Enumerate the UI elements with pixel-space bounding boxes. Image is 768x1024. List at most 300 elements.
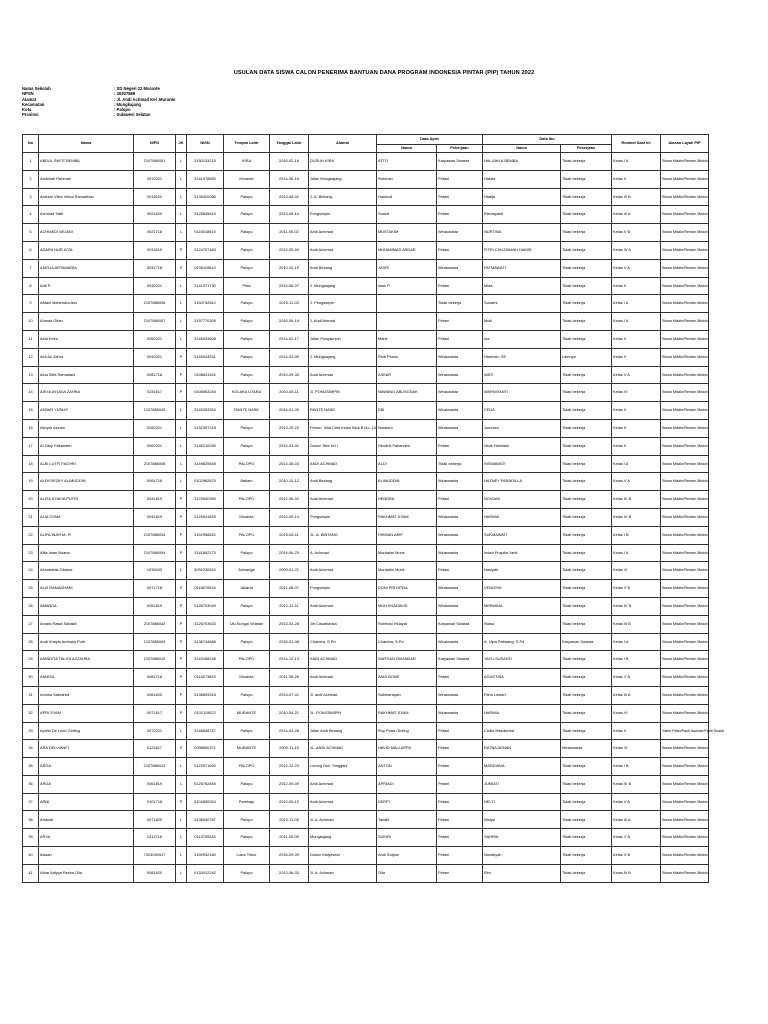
table-row xyxy=(23,348,709,366)
cell-nama-ibu: AGUSTINA xyxy=(483,669,561,687)
cell-rombel: Kelas I A xyxy=(612,313,661,331)
cell-pekerjaan-ayah: Karyawan Swasta xyxy=(437,615,483,633)
table-row xyxy=(23,864,709,882)
cell-tempat-lahir: Palopo xyxy=(224,224,270,242)
table-row xyxy=(23,686,709,704)
cell-jk: L xyxy=(176,829,187,847)
cell-tanggal-lahir: 2011-05-05 xyxy=(270,829,309,847)
cell-pekerjaan-ayah: Petani xyxy=(437,722,483,740)
cell-tempat-lahir: Palopo xyxy=(224,313,270,331)
cell-nisn: 3136940787 xyxy=(187,811,224,829)
cell-nisn: 0115018515 xyxy=(187,224,224,242)
table-row xyxy=(23,455,709,473)
table-row xyxy=(23,597,709,615)
cell-rombel: Kelas II xyxy=(612,277,661,295)
cell-nama-ayah: HAVID MALLAPPA xyxy=(377,740,437,758)
cell-nama-ayah: Nuralam xyxy=(377,419,437,437)
cell-jk: P xyxy=(176,686,187,704)
cell-nama: ACHMADI NEJADI xyxy=(39,224,134,242)
cell-no: 34 xyxy=(23,740,39,758)
cell-nisn: 3146210045 xyxy=(187,437,224,455)
cell-nama: ABDUL RAFIT BEMBA xyxy=(39,153,134,171)
cell-pekerjaan-ayah: Karyawan Swasta xyxy=(437,153,483,171)
cell-alasan: Siswa Miskin/Rentan Miskin xyxy=(661,188,709,206)
cell-alasan: Siswa Miskin/Rentan Miskin xyxy=(661,170,709,188)
cell-tanggal-lahir: 2014-08-03 xyxy=(270,455,309,473)
cell-alasan: Siswa Miskin/Rentan Miskin xyxy=(661,615,709,633)
cell-nama-ayah: Hendrik Pakanden xyxy=(377,437,437,455)
cell-nama: Alfia Intan Buana xyxy=(39,544,134,562)
cell-pekerjaan-ibu: Tidak bekerja xyxy=(561,491,612,509)
cell-alamat: J. Mungkajang xyxy=(309,277,377,295)
cell-pekerjaan-ayah: Wiraswasta xyxy=(437,402,483,420)
cell-tempat-lahir: KOLAKA UTARA xyxy=(224,384,270,402)
table-row xyxy=(23,419,709,437)
cell-jk: P xyxy=(176,615,187,633)
cell-rombel: Kelas III B xyxy=(612,615,661,633)
cell-alamat: A. Achmad xyxy=(309,544,377,562)
cell-nama-ibu: NELTI xyxy=(483,793,561,811)
cell-jk: P xyxy=(176,669,187,687)
cell-tempat-lahir: Palopo xyxy=(224,437,270,455)
cell-alamat: Jalan Pongsimpin xyxy=(309,330,377,348)
cell-no: 14 xyxy=(23,384,39,402)
cell-nisn: 3136320086 xyxy=(187,188,224,206)
cell-alamat: Andi Achmad xyxy=(309,224,377,242)
cell-no: 40 xyxy=(23,847,39,865)
cell-no: 29 xyxy=(23,651,39,669)
cell-alasan: Siswa Miskin/Rentan Miskin xyxy=(661,241,709,259)
cell-nama: Almubarak Obama xyxy=(39,562,134,580)
cell-pekerjaan-ibu: Tidak bekerja xyxy=(561,508,612,526)
cell-tempat-lahir: Bakam xyxy=(224,473,270,491)
cell-pekerjaan-ibu: Tidak bekerja xyxy=(561,188,612,206)
cell-rombel: Kelas VI xyxy=(612,704,661,722)
cell-nipd: 2107886010 xyxy=(134,651,176,669)
cell-no: 20 xyxy=(23,491,39,509)
cell-tempat-lahir: Palopo xyxy=(224,722,270,740)
cell-rombel: Kelas II xyxy=(612,419,661,437)
cell-pekerjaan-ayah: Wiraswasta xyxy=(437,348,483,366)
cell-no: 27 xyxy=(23,615,39,633)
cell-nipd: 0021620 xyxy=(134,206,176,224)
cell-nama-ayah: ALDI xyxy=(377,455,437,473)
table-row xyxy=(23,384,709,402)
cell-nama-ibu: CEDA xyxy=(483,402,561,420)
table-row xyxy=(23,153,709,171)
cell-nama-ayah: Murdalim Munir xyxy=(377,544,437,562)
cell-nisn: 3157770309 xyxy=(187,313,224,331)
cell-alasan: Siswa Miskin/Rentan Miskin xyxy=(661,491,709,509)
cell-alamat: J. Pongsimpin xyxy=(309,295,377,313)
cell-nama: Adil P. xyxy=(39,277,134,295)
cell-nisn: 3141571790 xyxy=(187,277,224,295)
cell-alamat: ANDI ACHMAD xyxy=(309,455,377,473)
cell-nisn: 3136693318 xyxy=(187,686,224,704)
cell-nisn: 3152958822 xyxy=(187,526,224,544)
cell-nama-ibu: Raisa xyxy=(483,615,561,633)
cell-pekerjaan-ayah: Petani xyxy=(437,793,483,811)
cell-pekerjaan-ibu: Tidak bekerja xyxy=(561,811,612,829)
cell-tanggal-lahir: 2014-01-26 xyxy=(270,402,309,420)
cell-nama: ARYA xyxy=(39,829,134,847)
cell-rombel: Kelas III B xyxy=(612,188,661,206)
cell-nisn: 3125845619 xyxy=(187,206,224,224)
cell-jk: P xyxy=(176,544,187,562)
cell-nama-ibu: HAZNEY PARADILLA xyxy=(483,473,561,491)
cell-nama-ibu: YAYU SUSANTI xyxy=(483,651,561,669)
cell-alamat: Jalan Mungkajang xyxy=(309,170,377,188)
header-jk: JK xyxy=(176,135,187,153)
cell-jk: L xyxy=(176,188,187,206)
cell-tanggal-lahir: 2014-03-01 xyxy=(270,437,309,455)
cell-alasan: Siswa Miskin/Rentan Miskin xyxy=(661,775,709,793)
cell-nipd: 2107886034 xyxy=(134,526,176,544)
cell-tanggal-lahir: 2015-09-09 xyxy=(270,847,309,865)
cell-pekerjaan-ibu: Tidak bekerja xyxy=(561,615,612,633)
cell-nama-ayah: ATTO xyxy=(377,153,437,171)
cell-alasan: Siswa Miskin/Rentan Miskin xyxy=(661,277,709,295)
cell-nipd: 2107886042 xyxy=(134,615,176,633)
cell-alasan: Siswa Miskin/Rentan Miskin xyxy=(661,402,709,420)
cell-tanggal-lahir: 2015-11-03 xyxy=(270,295,309,313)
cell-rombel: Kelas V B xyxy=(612,829,661,847)
table-row xyxy=(23,224,709,242)
table-row xyxy=(23,775,709,793)
school-info-value: : Sulawesi Selatan xyxy=(114,112,151,118)
table-row xyxy=(23,473,709,491)
cell-nama-ibu: HARMIA xyxy=(483,508,561,526)
cell-pekerjaan-ayah: Petani xyxy=(437,330,483,348)
cell-jk: L xyxy=(176,775,187,793)
cell-alasan: Siswa Miskin/Rentan Miskin xyxy=(661,758,709,776)
cell-pekerjaan-ibu: Wiraswasta xyxy=(561,740,612,758)
cell-jk: P xyxy=(176,580,187,598)
cell-nama-ibu: RISMAWATI xyxy=(483,455,561,473)
cell-tempat-lahir: Palopo xyxy=(224,633,270,651)
cell-alasan: Siswa Miskin/Rentan Miskin xyxy=(661,473,709,491)
cell-no: 41 xyxy=(23,864,39,882)
cell-alamat: Pongsimpin xyxy=(309,206,377,224)
school-info-value: : SD Negeri 22 Murante xyxy=(114,86,160,91)
cell-tempat-lahir: Murante xyxy=(224,669,270,687)
cell-tanggal-lahir: 2011-08-07 xyxy=(270,580,309,598)
cell-alamat: Andi Bintang xyxy=(309,259,377,277)
cell-no: 28 xyxy=(23,633,39,651)
cell-alamat: Pongsimpin xyxy=(309,508,377,526)
cell-pekerjaan-ibu: Tidak bekerja xyxy=(561,241,612,259)
cell-nipd: 2107886006 xyxy=(134,295,176,313)
cell-alasan: Siswa Miskin/Rentan Miskin xyxy=(661,686,709,704)
cell-tanggal-lahir: 2014-04-26 xyxy=(270,722,309,740)
cell-no: 32 xyxy=(23,704,39,722)
cell-nama-ayah: SARTIAN ISKANDAR xyxy=(377,651,437,669)
cell-nama-ayah: Tanaiti xyxy=(377,811,437,829)
cell-nipd: 2107886009 xyxy=(134,633,176,651)
cell-jk: L xyxy=(176,313,187,331)
cell-nisn: 0114670516 xyxy=(187,580,224,598)
student-table xyxy=(22,134,724,883)
table-row xyxy=(23,508,709,526)
cell-nama: APRI SYAM xyxy=(39,704,134,722)
cell-tempat-lahir: Palopo xyxy=(224,206,270,224)
cell-rombel: Kelas V A xyxy=(612,473,661,491)
cell-jk: L xyxy=(176,224,187,242)
cell-pekerjaan-ayah: Petani xyxy=(437,491,483,509)
cell-tempat-lahir: Palopo xyxy=(224,419,270,437)
cell-nama-ayah: Roy Putra Ginting xyxy=(377,722,437,740)
table-row xyxy=(23,740,709,758)
school-info-row xyxy=(22,112,175,117)
cell-nipd: 0071718 xyxy=(134,580,176,598)
cell-jk: P xyxy=(176,633,187,651)
table-row xyxy=(23,847,709,865)
cell-rombel: Kelas I A xyxy=(612,544,661,562)
cell-rombel: Kelas I A xyxy=(612,295,661,313)
cell-no: 13 xyxy=(23,366,39,384)
cell-nama: ARGA xyxy=(39,775,134,793)
cell-rombel: Kelas I A xyxy=(612,455,661,473)
cell-nama-ibu: VENGSIH xyxy=(483,580,561,598)
cell-nama: Abizzar Vilee Viena Ramadhan xyxy=(39,188,134,206)
cell-nama-ayah: Rodi Psans xyxy=(377,348,437,366)
cell-nipd: 0051819 xyxy=(134,597,176,615)
cell-nama-ayah: Andi Sofyan xyxy=(377,847,437,865)
cell-nisn: 0098690371 xyxy=(187,740,224,758)
cell-no: 11 xyxy=(23,330,39,348)
cell-no: 15 xyxy=(23,402,39,420)
cell-pekerjaan-ibu: Tidak bekerja xyxy=(561,437,612,455)
cell-no: 36 xyxy=(23,775,39,793)
cell-jk: P xyxy=(176,348,187,366)
cell-pekerjaan-ibu: Tidak bekerja xyxy=(561,313,612,331)
cell-jk: L xyxy=(176,402,187,420)
cell-alamat: RANTE NASE xyxy=(309,402,377,420)
cell-nama-ayah: Murdalim Munir xyxy=(377,562,437,580)
cell-tempat-lahir: Palopo xyxy=(224,544,270,562)
cell-nisn: 0122571692 xyxy=(187,758,224,776)
cell-tempat-lahir: Palopo xyxy=(224,366,270,384)
cell-nama-ayah: Rohmad Hidayat xyxy=(377,615,437,633)
cell-alamat: Chandra, S.Pd xyxy=(309,633,377,651)
cell-nama-ibu: NOVIANI xyxy=(483,491,561,509)
table-row xyxy=(23,793,709,811)
cell-nisn: 3149825548 xyxy=(187,455,224,473)
cell-nipd: 7324030917 xyxy=(134,847,176,865)
cell-pekerjaan-ibu: Tidak bekerja xyxy=(561,153,612,171)
cell-nipd: 0101718 xyxy=(134,793,176,811)
cell-rombel: Kelas I B xyxy=(612,758,661,776)
cell-nama-ayah: Suardi xyxy=(377,206,437,224)
cell-no: 2 xyxy=(23,170,39,188)
cell-nama-ayah: JASRI xyxy=(377,259,437,277)
cell-no: 8 xyxy=(23,277,39,295)
cell-jk: P xyxy=(176,241,187,259)
cell-pekerjaan-ayah: Wiraswasta xyxy=(437,366,483,384)
cell-tanggal-lahir: 2012-05-04 xyxy=(270,241,309,259)
cell-no: 17 xyxy=(23,437,39,455)
cell-rombel: Kelas VI xyxy=(612,740,661,758)
cell-alasan: Siswa Miskin/Rentan Miskin xyxy=(661,348,709,366)
header-alasan: Alasan Layak PIP xyxy=(661,135,709,153)
cell-alasan: Siswa Miskin/Rentan Miskin xyxy=(661,384,709,402)
cell-alamat: Mungkajang xyxy=(309,829,377,847)
cell-pekerjaan-ibu: Tidak bekerja xyxy=(561,829,612,847)
cell-nama-ibu: Indah Puspita Yanti xyxy=(483,544,561,562)
cell-nama-ibu: WATI xyxy=(483,366,561,384)
cell-alasan: Siswa Miskin/Rentan Miskin xyxy=(661,206,709,224)
cell-tempat-lahir: Palopo xyxy=(224,686,270,704)
cell-nama-ibu: MIRWANA xyxy=(483,597,561,615)
cell-alasan: Siswa Miskin/Rentan Miskin xyxy=(661,526,709,544)
cell-nama-ayah: HENDRA xyxy=(377,491,437,509)
cell-tanggal-lahir: 2015-01-08 xyxy=(270,633,309,651)
header-tanggal-lahir: Tanggal Lahir xyxy=(270,135,309,153)
cell-tanggal-lahir: 2014-06-07 xyxy=(270,277,309,295)
cell-nama-ayah: Olia xyxy=(377,864,437,882)
cell-alasan: Siswa Miskin/Rentan Miskin xyxy=(661,811,709,829)
cell-tanggal-lahir: 2013-11-08 xyxy=(270,811,309,829)
cell-pekerjaan-ayah: Karyawan Swasta xyxy=(437,651,483,669)
cell-nisn: 3123640390 xyxy=(187,491,224,509)
cell-alamat: JL. ANDI ACHMAD xyxy=(309,740,377,758)
cell-nama: Artanidi xyxy=(39,811,134,829)
cell-nipd: 0052021 xyxy=(134,330,176,348)
cell-nama: Andi Khayla Ambasa Putri xyxy=(39,633,134,651)
cell-nama-ayah: MUSTAKIM xyxy=(377,224,437,242)
table-row xyxy=(23,562,709,580)
cell-pekerjaan-ibu: Tidak bekerja xyxy=(561,419,612,437)
cell-alasan: Siswa Miskin/Rentan Miskin xyxy=(661,366,709,384)
table-row xyxy=(23,277,709,295)
cell-nama-ibu: FATMAWATI xyxy=(483,259,561,277)
cell-nisn: 0102982675 xyxy=(187,473,224,491)
cell-rombel: Kelas IV B xyxy=(612,491,661,509)
cell-rombel: Kelas V B xyxy=(612,847,661,865)
cell-pekerjaan-ibu: Tidak bekerja xyxy=(561,259,612,277)
cell-pekerjaan-ayah: Petani xyxy=(437,241,483,259)
cell-pekerjaan-ayah: Wiraswasta xyxy=(437,473,483,491)
cell-nama: Afdani Mahendra Aris xyxy=(39,295,134,313)
cell-tempat-lahir: KIRA xyxy=(224,153,270,171)
cell-alamat: Jl. andi Achmad xyxy=(309,686,377,704)
cell-alamat: Andi Bintang xyxy=(309,473,377,491)
cell-nipd: 0041819 xyxy=(134,508,176,526)
school-info-label: Kota xyxy=(22,107,32,113)
cell-alasan: Siswa Miskin/Rentan Miskin xyxy=(661,562,709,580)
cell-alamat: Andi Achmad xyxy=(309,366,377,384)
cell-pekerjaan-ayah: Wiraswasta xyxy=(437,508,483,526)
cell-nisn: 0124737463 xyxy=(187,241,224,259)
cell-tanggal-lahir: 2013-10-22 xyxy=(270,419,309,437)
cell-alamat: Lorong Dsn. Singgani xyxy=(309,758,377,776)
cell-nama-ibu: FITRI CHUZAIMAH HAMID xyxy=(483,241,561,259)
cell-jk: P xyxy=(176,384,187,402)
cell-nama-ayah: ALIMUDDIN xyxy=(377,473,437,491)
cell-alamat: JL. PONGSIMPIN xyxy=(309,704,377,722)
cell-nama: ARA DELVIANFI xyxy=(39,740,134,758)
table-row xyxy=(23,313,709,331)
cell-tanggal-lahir: 2010-05-11 xyxy=(270,384,309,402)
cell-tanggal-lahir: 2010-12-12 xyxy=(270,473,309,491)
cell-tempat-lahir: Peta xyxy=(224,277,270,295)
cell-nama: Annisa Sabrahidi xyxy=(39,686,134,704)
cell-jk: P xyxy=(176,597,187,615)
cell-alamat: Dusun Tete Uri I xyxy=(309,437,377,455)
cell-alasan: Siswa Miskin/Rentan Miskin xyxy=(661,669,709,687)
cell-tempat-lahir: Palopo xyxy=(224,597,270,615)
cell-no: 18 xyxy=(23,455,39,473)
school-info-value: : Palopo xyxy=(114,107,131,113)
table-row xyxy=(23,722,709,740)
cell-tanggal-lahir: 2012-09-09 xyxy=(270,775,309,793)
cell-tanggal-lahir: 2014-03-05 xyxy=(270,348,309,366)
cell-tempat-lahir: Palopo xyxy=(224,259,270,277)
cell-rombel: Kelas III A xyxy=(612,206,661,224)
cell-pekerjaan-ibu: Tidak bekerja xyxy=(561,402,612,420)
cell-rombel: Kelas III A xyxy=(612,686,661,704)
cell-nipd: 0062021 xyxy=(134,437,176,455)
cell-nama-ibu: RATNA ADNAN xyxy=(483,740,561,758)
cell-pekerjaan-ibu: Tidak bekerja xyxy=(561,170,612,188)
cell-no: 37 xyxy=(23,793,39,811)
cell-alamat: Andi Achmad xyxy=(309,241,377,259)
cell-tanggal-lahir: 2010-04-21 xyxy=(270,704,309,722)
cell-tempat-lahir: Alenanga xyxy=(224,562,270,580)
cell-alamat: Jl. A. Achmad xyxy=(309,811,377,829)
cell-nisn: 0104830924 xyxy=(187,793,224,811)
cell-nama: Abdullah Rahman xyxy=(39,170,134,188)
cell-nipd: 0011819 xyxy=(134,241,176,259)
cell-nipd: 0282021 xyxy=(134,419,176,437)
cell-nisn: 0102119522 xyxy=(187,704,224,722)
cell-alasan: Siswa Miskin/Rentan Miskin xyxy=(661,597,709,615)
table-row xyxy=(23,366,709,384)
cell-no: 24 xyxy=(23,562,39,580)
cell-nama: Al Zaky Pakanden xyxy=(39,437,134,455)
cell-jk: L xyxy=(176,153,187,171)
cell-rombel: Kelas V A xyxy=(612,259,661,277)
cell-nisn: 3092230610 xyxy=(187,562,224,580)
cell-nama: Aprilio De Leon Ginting xyxy=(39,722,134,740)
cell-nama-ayah: APRIADI xyxy=(377,775,437,793)
cell-nama: Aini Az Zahra xyxy=(39,348,134,366)
cell-rombel: Kelas V B xyxy=(612,669,661,687)
cell-nama-ibu: A. Ulpa Paliwang, S.Pd xyxy=(483,633,561,651)
cell-jk: L xyxy=(176,864,187,882)
cell-pekerjaan-ibu: Tidak bekerja xyxy=(561,526,612,544)
cell-nama-ibu: Hamnah, SE xyxy=(483,348,561,366)
cell-nisn: 0113755283 xyxy=(187,829,224,847)
cell-nama-ayah: Hasbudi xyxy=(377,188,437,206)
school-info-value: : Jl. Andi Achmad Kel .Murante xyxy=(114,96,176,102)
school-info-value: : Mungkajang xyxy=(114,101,141,107)
cell-tanggal-lahir: 2015-02-16 xyxy=(270,153,309,171)
cell-nama: ANNISA xyxy=(39,669,134,687)
cell-tanggal-lahir: 2013-08-02 xyxy=(270,188,309,206)
cell-nama-ibu: Hadija xyxy=(483,188,561,206)
cell-pekerjaan-ayah: Petani xyxy=(437,562,483,580)
cell-pekerjaan-ibu: Tidak bekerja xyxy=(561,277,612,295)
cell-nipd: 0042021 xyxy=(134,348,176,366)
cell-alamat: Jln Casablanka xyxy=(309,615,377,633)
cell-rombel: Kelas II xyxy=(612,402,661,420)
cell-no: 39 xyxy=(23,829,39,847)
cell-jk: L xyxy=(176,419,187,437)
cell-alamat: Dusun Malyewori xyxy=(309,847,377,865)
cell-alamat: JL. A. BINTANG xyxy=(309,526,377,544)
cell-tempat-lahir: RANTE NASE xyxy=(224,402,270,420)
